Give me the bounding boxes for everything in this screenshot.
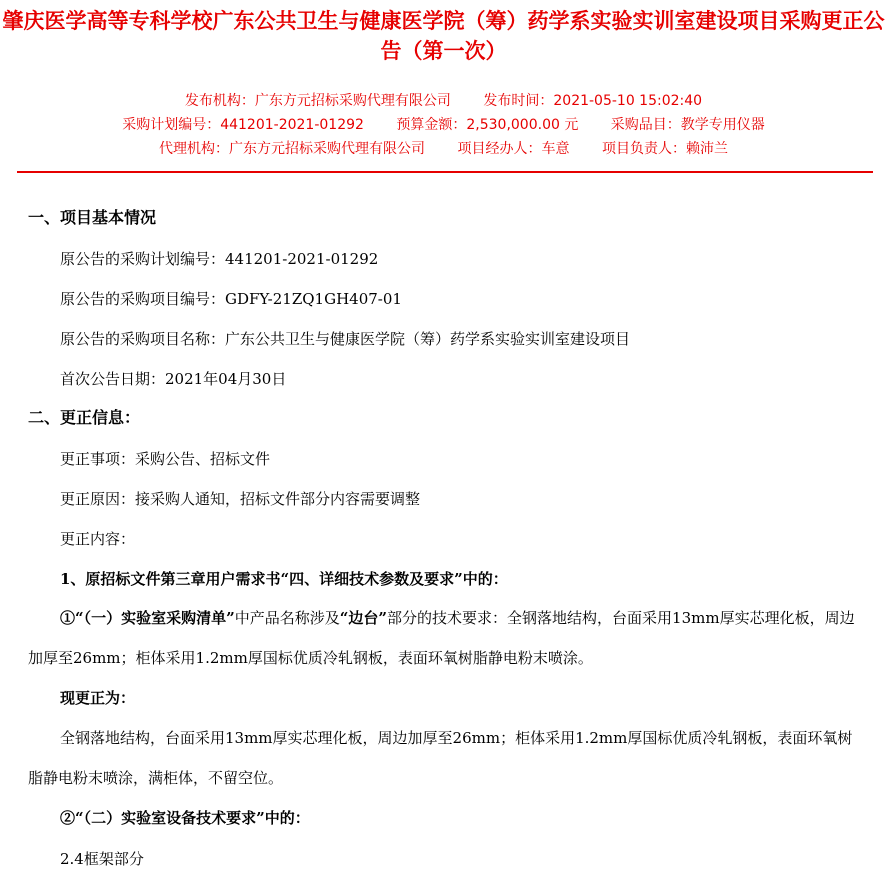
title-divider <box>17 171 873 173</box>
side-bench-label: “边台” <box>339 609 388 627</box>
project-leader: 项目负责人：赖沛兰 <box>601 141 728 157</box>
first-announcement-date: 首次公告日期：2021年04月30日 <box>60 370 287 388</box>
original-requirement-text: 部分的技术要求：全钢落地结构，台面采用13mm厚实芯理化板，周边加厚至26mm；柜体采用1.2mm厚国标优质冷轧钢板，表面环氧树脂静电粉末喷涂。 <box>28 609 855 667</box>
project-handler: 项目经办人：车意 <box>457 141 570 157</box>
category: 采购品目：教学专用仪器 <box>610 117 765 133</box>
now-corrected-heading: 现更正为： <box>60 689 136 707</box>
corrected-requirement-paragraph: 全钢落地结构，台面采用13mm厚实芯理化板，周边加厚至26mm；柜体采用1.2mm厚国标优质冷轧钢板，表面环氧树脂静电粉末喷涂，满柜体，不留空位。 <box>28 729 853 787</box>
section-1-heading: 一、项目基本情况 <box>28 208 157 227</box>
correction-item-2: ②“（二）实验室设备技术要求”中的： <box>60 809 310 827</box>
product-mention: 中产品名称涉及 <box>234 609 340 627</box>
meta-row-3 <box>0 139 887 159</box>
plan-number: 采购计划编号：441201-2021-01292 <box>122 117 364 133</box>
agency: 代理机构：广东方元招标采购代理有限公司 <box>159 141 426 157</box>
original-plan-number: 原公告的采购计划编号：441201-2021-01292 <box>60 250 379 268</box>
original-project-name: 原公告的采购项目名称：广东公共卫生与健康医学院（筹）药学系实验实训室建设项目 <box>60 330 631 348</box>
list-name-1: ①“（一）实验室采购清单” <box>60 609 235 627</box>
correction-items: 更正事项：采购公告、招标文件 <box>60 450 271 468</box>
page-title: 肇庆医学高等专科学校广东公共卫生与健康医学院（筹）药学系实验实训室建设项目采购更正公告（第一次） <box>2 9 885 63</box>
frame-section: 2.4框架部分 <box>60 850 144 868</box>
budget: 预算金额：2,530,000.00 元 <box>396 117 579 133</box>
meta-row-2 <box>0 115 887 135</box>
correction-reason: 更正原因：接采购人通知，招标文件部分内容需要调整 <box>60 490 421 508</box>
meta-row-1 <box>0 91 887 111</box>
publish-time: 发布时间：2021-05-10 15:02:40 <box>483 93 703 109</box>
original-project-number: 原公告的采购项目编号：GDFY-21ZQ1GH407-01 <box>60 290 402 308</box>
section-2-heading: 二、更正信息： <box>28 408 141 427</box>
original-requirement-paragraph <box>28 598 866 678</box>
publisher: 发布机构：广东方元招标采购代理有限公司 <box>184 93 451 109</box>
correction-item-1: 1、原招标文件第三章用户需求书“四、详细技术参数及要求”中的： <box>60 570 508 588</box>
correction-content-label: 更正内容： <box>60 530 136 548</box>
